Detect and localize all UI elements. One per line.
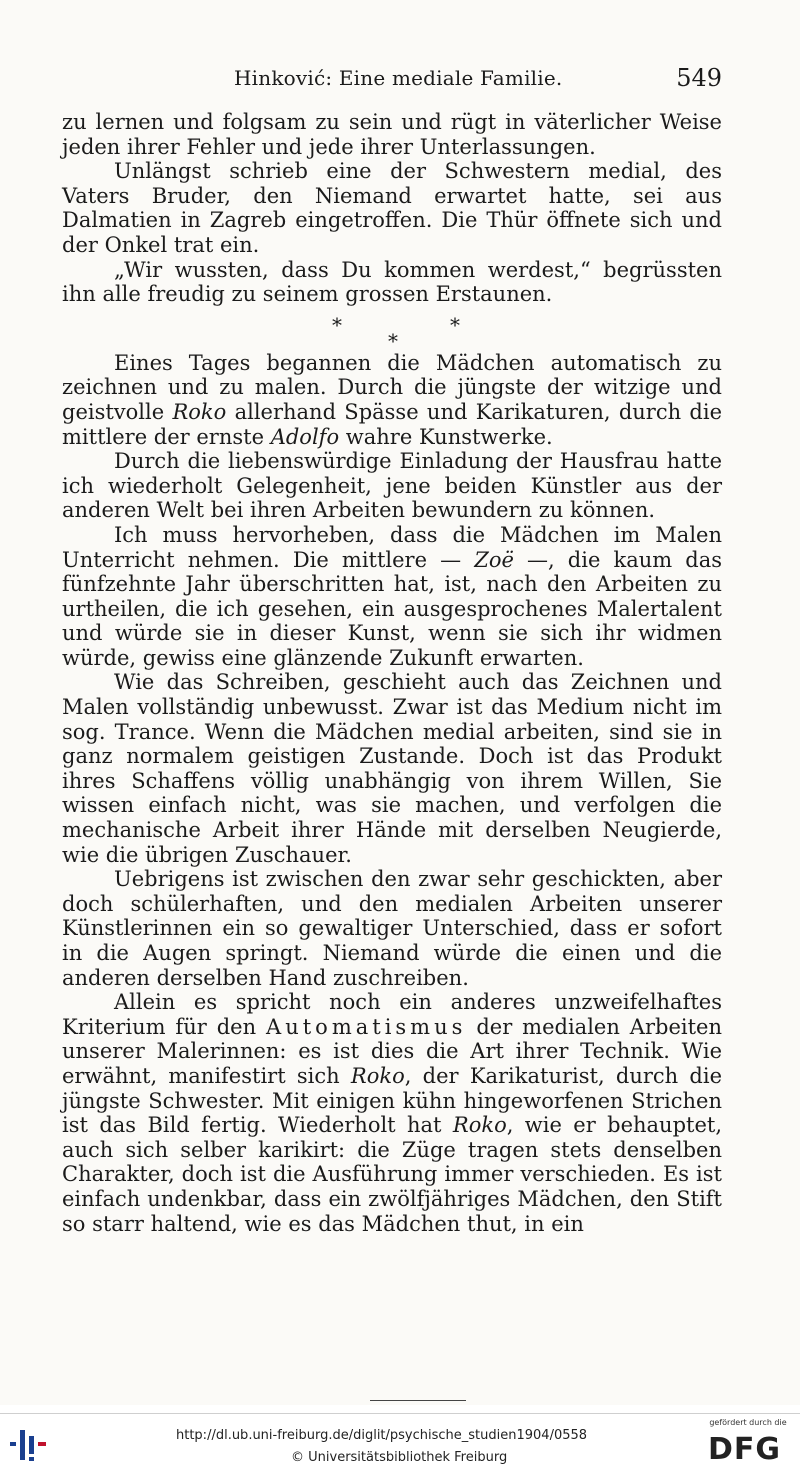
- asterisk-3: *: [388, 328, 398, 353]
- paragraph-6-text-b: —, die kaum das fünfzehnte Jahr überschritten hat, ist, nach den Arbeiten zu urtheilen, die ich gesehen, ein ausgesprochenes Malertalent und würde sie in dieser Kunst, wenn sie sich ihr widmen würde, gewiss eine glänzende Zukunft erwarten.: [62, 547, 722, 670]
- body-text: [62, 110, 722, 1236]
- page-header: [62, 62, 722, 92]
- paragraph-1: zu lernen und folgsam zu sein und rügt in väterlicher Weise jeden ihrer Fehler und jede ihrer Unterlassungen.: [62, 110, 722, 159]
- paragraph-9-text-a: Allein es spricht noch ein anderes unzweifelhaftes Kriterium für den: [62, 990, 722, 1039]
- spaced-term-automatismus: Automatismus: [266, 1014, 467, 1039]
- asterisk-2: *: [450, 312, 460, 337]
- paragraph-8: Uebrigens ist zwischen den zwar sehr geschickten, aber doch schülerhaften, und den medialen Arbeiten unserer Künstlerinnen ein so gewaltiger Unterschied, dass er sofort in die Augen springt. Niemand würde die einen und die anderen derselben Hand zuschreiben.: [62, 867, 722, 990]
- asterisk-1: *: [332, 312, 342, 337]
- paragraph-6: [62, 523, 722, 671]
- paragraph-9-text-b: der medialen Arbeiten unserer Malerinnen: es ist dies die Art ihrer Technik. Wie erwähnt, manifestirt sich: [62, 1014, 722, 1088]
- paragraph-2: Unlängst schrieb eine der Schwestern medial, des Vaters Bruder, den Niemand erwartet hatte, sei aus Dalmatien in Zagreb eingetroffen. Die Thür öffnete sich und der Onkel trat ein.: [62, 159, 722, 257]
- page-number: 549: [676, 64, 722, 92]
- name-zoe: Zoë: [474, 547, 514, 572]
- paragraph-7: Wie das Schreiben, geschieht auch das Zeichnen und Malen vollständig unbewusst. Zwar ist das Medium nicht im sog. Trance. Wenn die Mädchen medial arbeiten, sind sie in ganz normalem geistigen Zustande. Doch ist das Produkt ihres Schaffens völlig unabhängig von ihrem Willen, Sie wissen einfach nicht, was sie machen, und verfolgen die mechanische Arbeit ihrer Hände mit derselben Neugierde, wie die übrigen Zuschauer.: [62, 670, 722, 867]
- paragraph-9-text-c: , der Karikaturist, durch die jüngste Schwester. Mit einigen kühn hingeworfenen Strichen ist das Bild fertig. Wiederholt hat: [62, 1063, 722, 1138]
- section-break-asterism: [62, 307, 722, 351]
- library-logo-icon: [8, 1424, 52, 1464]
- running-title: Hinković: Eine mediale Familie.: [234, 66, 563, 90]
- paragraph-5: Durch die liebenswürdige Einladung der Hausfrau hatte ich wiederholt Gelegenheit, jene beiden Künstler aus der anderen Welt bei ihren Arbeiten bewundern zu können.: [62, 449, 722, 523]
- paragraph-4-text-b: allerhand Spässe und Karikaturen, durch die mittlere der ernste: [62, 399, 722, 449]
- viewer-footer: [0, 1413, 800, 1473]
- name-adolfo: Adolfo: [270, 424, 340, 449]
- paragraph-9-text-d: , wie er behauptet, auch sich selber karikirt: die Züge tragen stets denselben Charakter, doch ist die Ausführung immer verschieden. Es ist einfach undenkbar, dass ein zwölfjähriges Mädchen, den Stift so starr haltend, wie es das Mädchen thut, in ein: [62, 1113, 722, 1236]
- paragraph-6-text-a: Ich muss hervorheben, dass die Mädchen im Malen Unterricht nehmen. Die mittlere —: [62, 522, 722, 572]
- dfg-logo: [702, 1418, 794, 1470]
- dfg-wordmark: DFG: [708, 1432, 782, 1467]
- paragraph-9: [62, 990, 722, 1236]
- name-roko: Roko: [172, 399, 227, 424]
- paragraph-3: „Wir wussten, dass Du kommen werdest,“ begrüssten ihn alle freudig zu seinem grossen Erstaunen.: [62, 257, 722, 307]
- name-roko-3: Roko: [452, 1113, 507, 1138]
- copyright-notice: © Universitätsbibliothek Freiburg: [291, 1450, 508, 1465]
- dfg-caption: gefördert durch die: [709, 1418, 787, 1427]
- paragraph-4-text-c: wahre Kunstwerke.: [345, 424, 553, 449]
- name-roko-2: Roko: [350, 1063, 405, 1088]
- paragraph-4: [62, 351, 722, 449]
- paragraph-4-text-a: Eines Tages begannen die Mädchen automatisch zu zeichnen und zu malen. Durch die jüngste der witzige und geistvolle: [62, 350, 722, 424]
- permalink-url[interactable]: http://dl.ub.uni-freiburg.de/diglit/psychische_studien1904/0558: [176, 1428, 588, 1443]
- page-bottom-rule: [370, 1400, 466, 1401]
